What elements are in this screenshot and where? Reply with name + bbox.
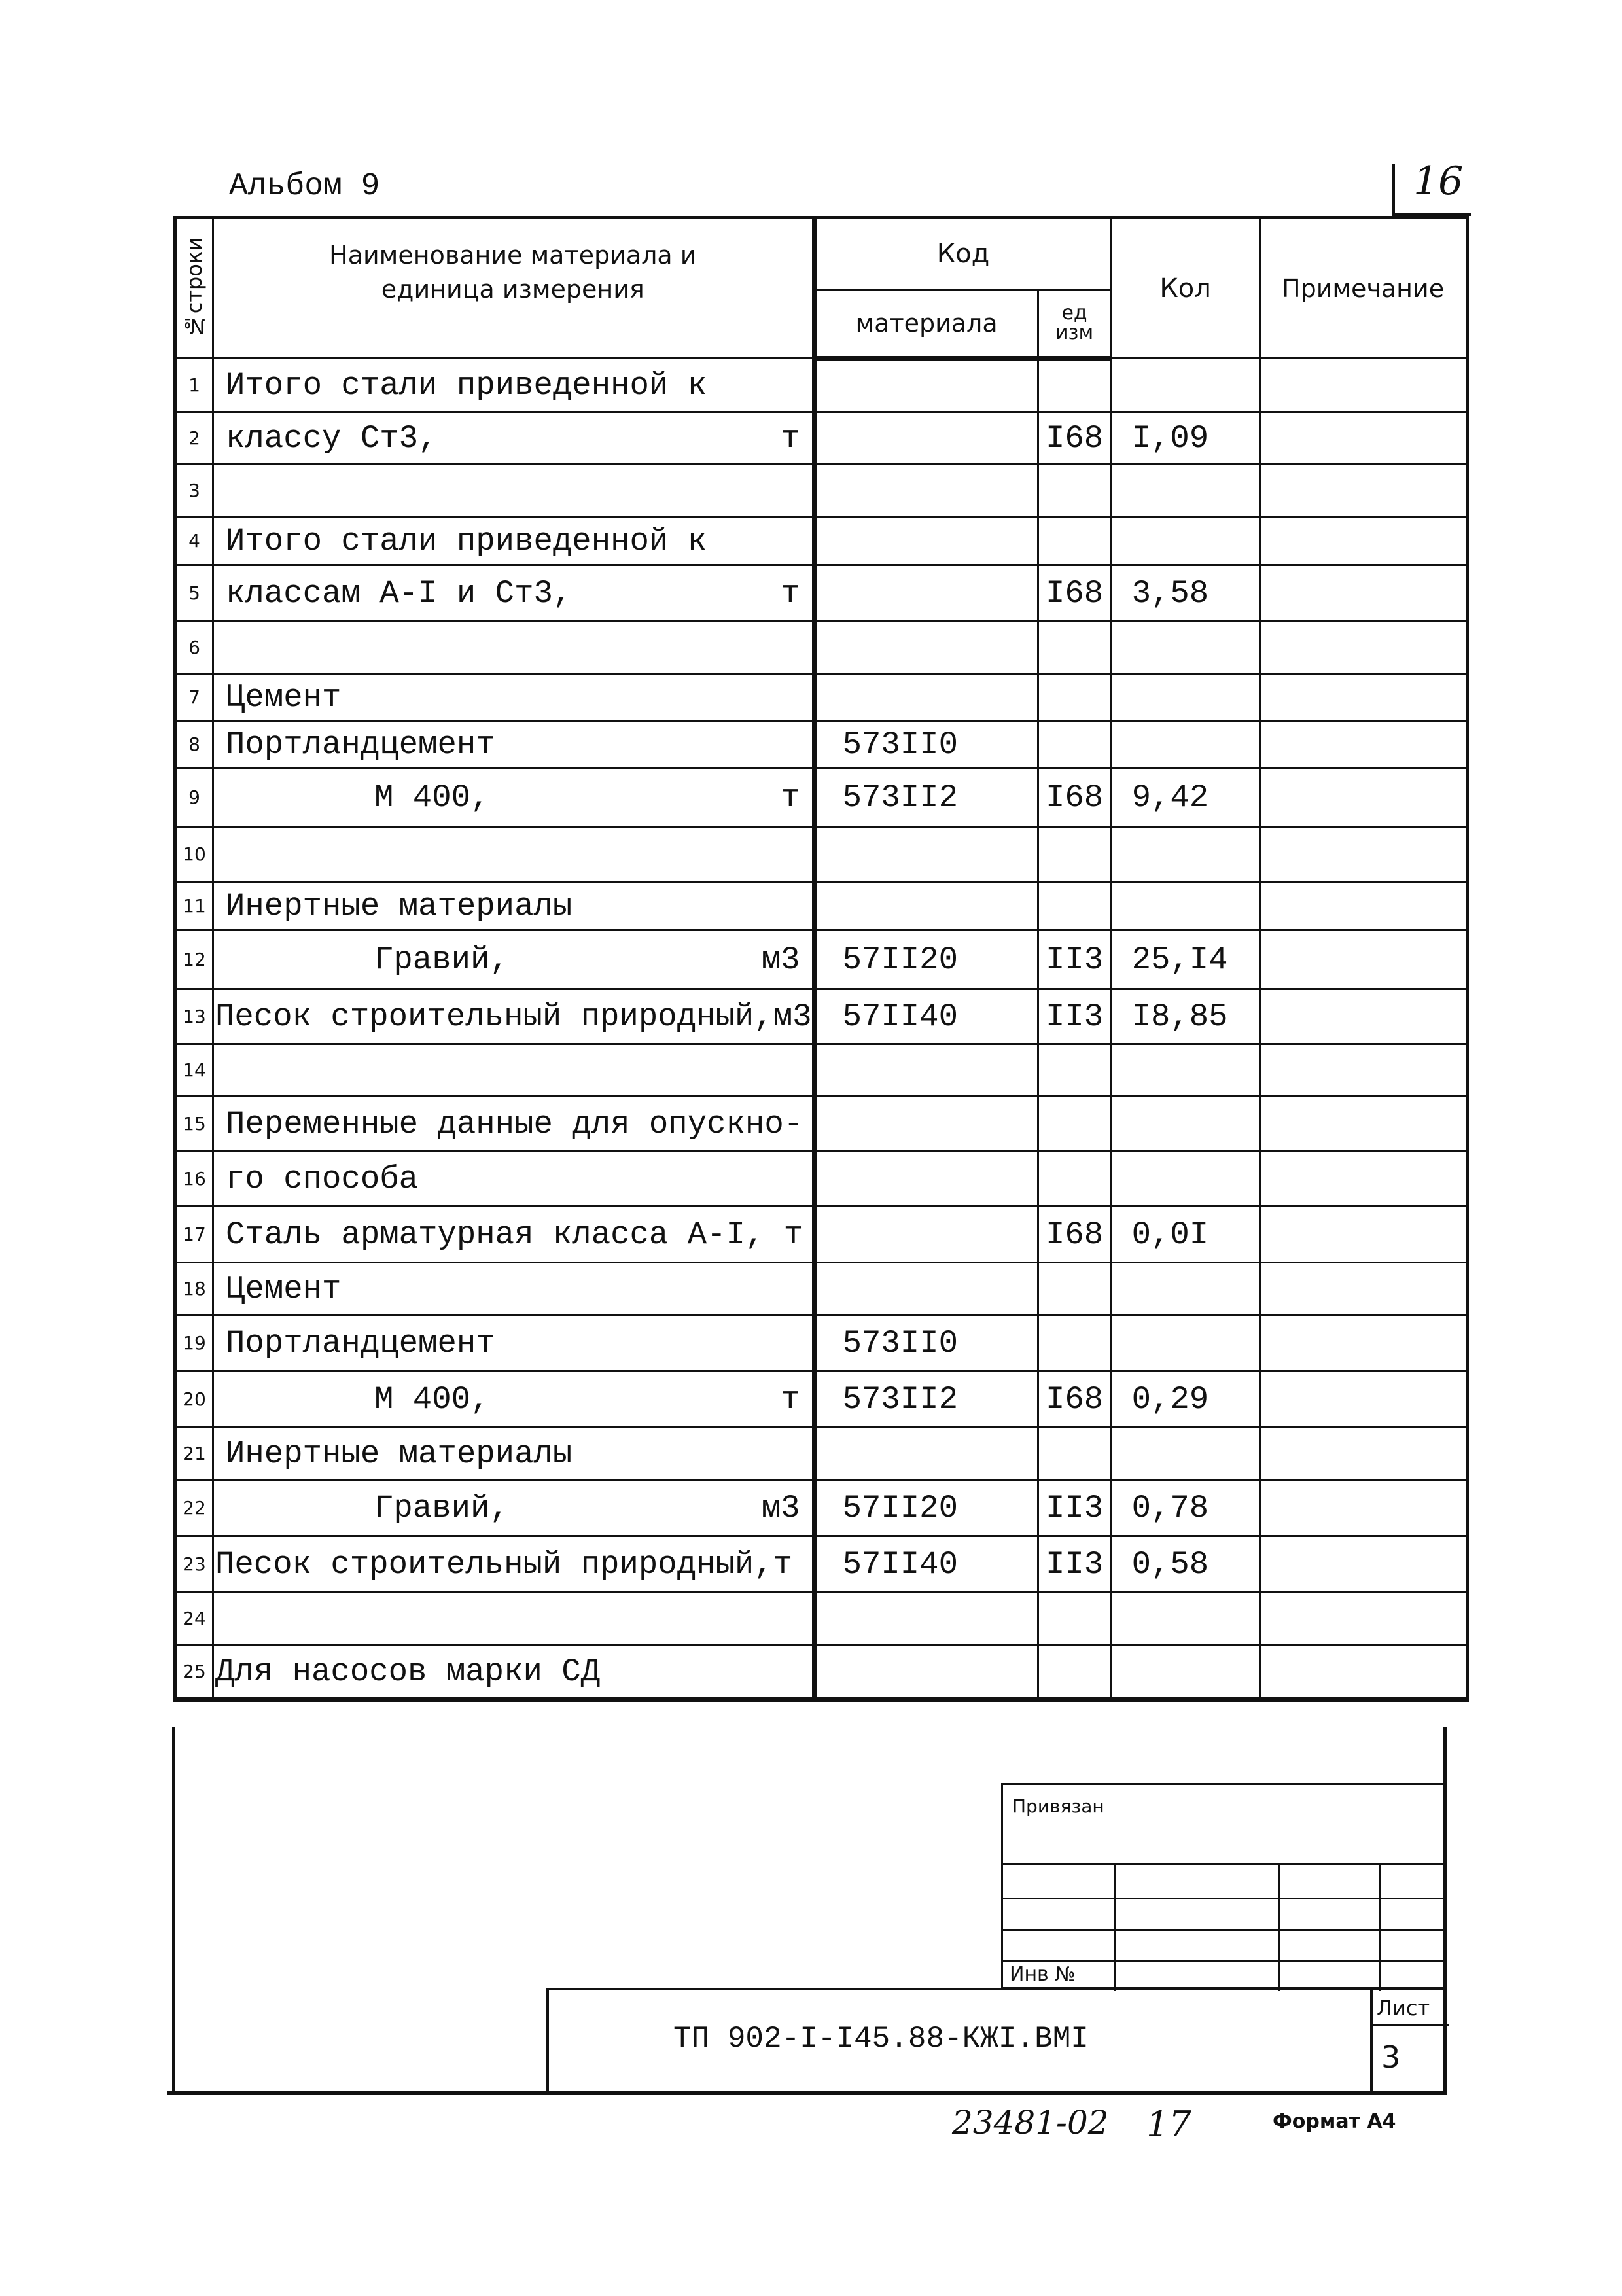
unit-code — [1038, 1593, 1111, 1645]
row-number: 6 — [175, 622, 213, 674]
binding-vline-3 — [1379, 1863, 1381, 1991]
row-number: 22 — [175, 1480, 213, 1536]
note — [1260, 989, 1467, 1044]
material-name: Песок строительный природный,т — [215, 1545, 793, 1583]
material-name-cell — [213, 930, 815, 989]
table-row — [175, 622, 1468, 674]
corner-page-number: 16 — [1413, 158, 1464, 204]
table-row — [175, 882, 1468, 930]
row-number: 5 — [175, 565, 213, 622]
table-row — [175, 768, 1468, 827]
table-row — [175, 412, 1468, 465]
table-row — [175, 1428, 1468, 1480]
quantity: 0,58 — [1111, 1536, 1260, 1593]
unit-code — [1038, 359, 1111, 412]
note — [1260, 721, 1467, 768]
material-name-cell — [213, 882, 815, 930]
quantity — [1111, 1593, 1260, 1645]
material-code — [814, 1097, 1038, 1152]
material-name-cell — [213, 359, 815, 412]
material-code — [814, 1263, 1038, 1315]
material-name: классам А-I и Ст3, — [226, 574, 573, 612]
material-code: 573II2 — [814, 768, 1038, 827]
material-code: 57II40 — [814, 989, 1038, 1044]
material-code — [814, 1044, 1038, 1097]
material-name: Итого стали приведенной к — [226, 522, 707, 559]
material-name-cell — [213, 1371, 815, 1428]
row-number: 10 — [175, 827, 213, 882]
row-number: 3 — [175, 465, 213, 517]
material-name: Песок строительный природный,м3 — [215, 998, 812, 1035]
material-name: Портландцемент — [226, 1324, 495, 1362]
note — [1260, 1263, 1467, 1315]
qty-header: Кол — [1111, 218, 1260, 359]
material-name: классу Ст3, — [226, 419, 438, 457]
sheet-number: 3 — [1381, 2040, 1401, 2075]
row-number-label: №строки — [182, 238, 207, 339]
table-row — [175, 930, 1468, 989]
row-number: 9 — [175, 768, 213, 827]
material-name-cell — [213, 1263, 815, 1315]
quantity — [1111, 1263, 1260, 1315]
table-row — [175, 1263, 1468, 1315]
handwritten-archive-number: 23481-02 — [952, 2104, 1109, 2142]
binding-block — [1001, 1783, 1446, 1989]
material-code-header: материала — [814, 290, 1038, 359]
quantity: 9,42 — [1111, 768, 1260, 827]
unit-code — [1038, 1645, 1111, 1700]
row-number: 19 — [175, 1315, 213, 1371]
unit-code — [1038, 721, 1111, 768]
material-name: М 400, — [374, 779, 490, 816]
row-number-header — [175, 218, 213, 359]
note — [1260, 1371, 1467, 1428]
material-name-cell — [213, 721, 815, 768]
unit-code: II3 — [1038, 1480, 1111, 1536]
note — [1260, 1097, 1467, 1152]
table-row — [175, 1152, 1468, 1207]
table-row — [175, 1315, 1468, 1371]
material-code — [814, 827, 1038, 882]
quantity — [1111, 1645, 1260, 1700]
material-code: 57II40 — [814, 1536, 1038, 1593]
table-row — [175, 1645, 1468, 1700]
table-row — [175, 359, 1468, 412]
table-row — [175, 1480, 1468, 1536]
handwritten-page-number: 17 — [1146, 2104, 1191, 2145]
code-header: Код — [814, 218, 1111, 290]
material-code: 573II2 — [814, 1371, 1038, 1428]
material-name-cell — [213, 1152, 815, 1207]
quantity: 0,0I — [1111, 1207, 1260, 1263]
material-name-cell — [213, 1044, 815, 1097]
material-code — [814, 565, 1038, 622]
material-name: Гравий, — [374, 1489, 509, 1527]
note — [1260, 1428, 1467, 1480]
inv-number-label: Инв № — [1010, 1963, 1076, 1986]
material-name: М 400, — [374, 1381, 490, 1418]
measure-unit: м3 — [761, 1489, 800, 1527]
row-number: 4 — [175, 517, 213, 565]
sheet-label: Лист — [1377, 1996, 1430, 2021]
album-label: Альбом 9 — [229, 169, 380, 204]
table-row — [175, 674, 1468, 721]
designation-block — [546, 1988, 1446, 2094]
material-code — [814, 465, 1038, 517]
material-code: 573II0 — [814, 1315, 1038, 1371]
quantity — [1111, 827, 1260, 882]
material-name: го способа — [226, 1160, 419, 1197]
stamp-frame-left — [172, 1727, 175, 2094]
unit-code — [1038, 1263, 1111, 1315]
note — [1260, 465, 1467, 517]
quantity: 3,58 — [1111, 565, 1260, 622]
unit-code: I68 — [1038, 1207, 1111, 1263]
note — [1260, 412, 1467, 465]
material-name: Переменные данные для опускно- — [226, 1105, 803, 1142]
note — [1260, 827, 1467, 882]
document-designation: ТП 902-I-I45.88-КЖI.ВМI — [673, 2022, 1089, 2056]
table-row — [175, 989, 1468, 1044]
material-name-cell — [213, 517, 815, 565]
material-name-cell — [213, 827, 815, 882]
unit-code — [1038, 517, 1111, 565]
material-code — [814, 1593, 1038, 1645]
material-name: Сталь арматурная класса А-I, т — [226, 1216, 803, 1253]
table-row — [175, 827, 1468, 882]
table-row — [175, 1371, 1468, 1428]
measure-unit: т — [781, 779, 800, 816]
note — [1260, 930, 1467, 989]
note — [1260, 1152, 1467, 1207]
row-number: 14 — [175, 1044, 213, 1097]
quantity — [1111, 1315, 1260, 1371]
quantity — [1111, 1097, 1260, 1152]
quantity — [1111, 1152, 1260, 1207]
unit-code — [1038, 1152, 1111, 1207]
material-code — [814, 359, 1038, 412]
material-code: 573II0 — [814, 721, 1038, 768]
material-code — [814, 1428, 1038, 1480]
material-code — [814, 1207, 1038, 1263]
row-number: 17 — [175, 1207, 213, 1263]
material-name-cell — [213, 1645, 815, 1700]
material-name-cell — [213, 1480, 815, 1536]
material-code — [814, 1645, 1038, 1700]
row-number: 2 — [175, 412, 213, 465]
unit-code-header: ед изм — [1038, 290, 1111, 359]
material-name-cell — [213, 465, 815, 517]
quantity — [1111, 882, 1260, 930]
binding-vline-1 — [1114, 1863, 1116, 1991]
note — [1260, 1536, 1467, 1593]
material-code — [814, 1152, 1038, 1207]
material-code — [814, 674, 1038, 721]
unit-code — [1038, 622, 1111, 674]
row-number: 16 — [175, 1152, 213, 1207]
material-name: Инертные материалы — [226, 1435, 573, 1472]
material-name: Гравий, — [374, 941, 509, 978]
note — [1260, 882, 1467, 930]
table-row — [175, 1097, 1468, 1152]
row-number: 25 — [175, 1645, 213, 1700]
quantity: 25,I4 — [1111, 930, 1260, 989]
material-name: Для насосов марки СД — [215, 1653, 601, 1690]
unit-code — [1038, 827, 1111, 882]
quantity — [1111, 359, 1260, 412]
bound-label: Привязан — [1012, 1795, 1104, 1817]
material-name-cell — [213, 989, 815, 1044]
measure-unit: т — [781, 574, 800, 612]
row-number: 18 — [175, 1263, 213, 1315]
note — [1260, 674, 1467, 721]
material-name-cell — [213, 768, 815, 827]
table-row — [175, 465, 1468, 517]
material-name: Цемент — [226, 679, 342, 716]
table-row — [175, 1536, 1468, 1593]
unit-code: II3 — [1038, 1536, 1111, 1593]
note — [1260, 359, 1467, 412]
row-number: 12 — [175, 930, 213, 989]
measure-unit: м3 — [761, 941, 800, 978]
measure-unit: т — [781, 419, 800, 457]
note — [1260, 1645, 1467, 1700]
row-number: 8 — [175, 721, 213, 768]
note — [1260, 1207, 1467, 1263]
unit-code: II3 — [1038, 989, 1111, 1044]
quantity — [1111, 1044, 1260, 1097]
row-number: 24 — [175, 1593, 213, 1645]
material-name-cell — [213, 1428, 815, 1480]
table-row — [175, 1207, 1468, 1263]
corner-bracket — [1392, 164, 1395, 216]
unit-code — [1038, 882, 1111, 930]
unit-code — [1038, 1428, 1111, 1480]
table-row — [175, 721, 1468, 768]
quantity: 0,29 — [1111, 1371, 1260, 1428]
material-code: 57II20 — [814, 930, 1038, 989]
material-code — [814, 622, 1038, 674]
material-name: Цемент — [226, 1270, 342, 1307]
row-number: 11 — [175, 882, 213, 930]
quantity: I8,85 — [1111, 989, 1260, 1044]
row-number: 7 — [175, 674, 213, 721]
note — [1260, 517, 1467, 565]
binding-line-3 — [1003, 1929, 1444, 1931]
note — [1260, 768, 1467, 827]
material-name-cell — [213, 622, 815, 674]
material-code: 57II20 — [814, 1480, 1038, 1536]
binding-line-4 — [1003, 1960, 1444, 1962]
note — [1260, 565, 1467, 622]
sheet-label-line — [1370, 2024, 1449, 2026]
quantity — [1111, 721, 1260, 768]
material-name: Инертные материалы — [226, 887, 573, 925]
row-number: 13 — [175, 989, 213, 1044]
measure-unit: т — [781, 1381, 800, 1418]
material-name-cell — [213, 674, 815, 721]
note — [1260, 1480, 1467, 1536]
note — [1260, 1315, 1467, 1371]
material-code — [814, 412, 1038, 465]
row-number: 23 — [175, 1536, 213, 1593]
row-number: 15 — [175, 1097, 213, 1152]
material-name: Итого стали приведенной к — [226, 366, 707, 404]
table-row — [175, 1044, 1468, 1097]
row-number: 20 — [175, 1371, 213, 1428]
note — [1260, 1593, 1467, 1645]
quantity — [1111, 622, 1260, 674]
quantity — [1111, 465, 1260, 517]
unit-code — [1038, 465, 1111, 517]
unit-code: II3 — [1038, 930, 1111, 989]
table-row — [175, 565, 1468, 622]
unit-code — [1038, 1315, 1111, 1371]
quantity: 0,78 — [1111, 1480, 1260, 1536]
material-name-cell — [213, 412, 815, 465]
binding-line-1 — [1003, 1863, 1444, 1865]
material-code — [814, 517, 1038, 565]
binding-vline-2 — [1278, 1863, 1280, 1991]
material-name-cell — [213, 1207, 815, 1263]
note — [1260, 1044, 1467, 1097]
quantity — [1111, 674, 1260, 721]
material-name-cell — [213, 1536, 815, 1593]
material-name-cell — [213, 1593, 815, 1645]
format-label: Формат А4 — [1273, 2110, 1396, 2133]
quantity: I,09 — [1111, 412, 1260, 465]
note-header: Примечание — [1260, 218, 1467, 359]
unit-code: I68 — [1038, 768, 1111, 827]
unit-code — [1038, 1097, 1111, 1152]
unit-code — [1038, 674, 1111, 721]
material-code — [814, 882, 1038, 930]
unit-code: I68 — [1038, 1371, 1111, 1428]
row-number: 21 — [175, 1428, 213, 1480]
table-body — [175, 359, 1468, 1700]
specification-table — [173, 216, 1469, 1702]
table-row — [175, 517, 1468, 565]
name-header: Наименование материала и единица измерения — [213, 218, 815, 359]
quantity — [1111, 1428, 1260, 1480]
unit-code: I68 — [1038, 412, 1111, 465]
sheet-divider — [1370, 1990, 1373, 2091]
note — [1260, 622, 1467, 674]
unit-code: I68 — [1038, 565, 1111, 622]
table-row — [175, 1593, 1468, 1645]
binding-line-2 — [1003, 1898, 1444, 1899]
material-name-cell — [213, 1315, 815, 1371]
quantity — [1111, 517, 1260, 565]
material-name: Портландцемент — [226, 726, 495, 763]
unit-code — [1038, 1044, 1111, 1097]
material-name-cell — [213, 565, 815, 622]
material-name-cell — [213, 1097, 815, 1152]
row-number: 1 — [175, 359, 213, 412]
